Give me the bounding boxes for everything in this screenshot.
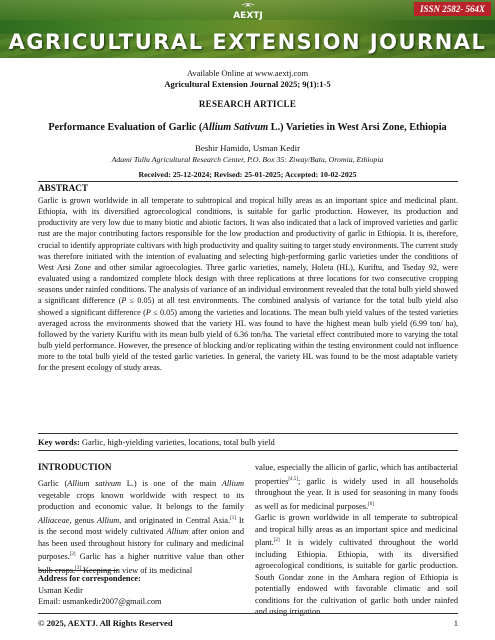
abstract-text: Garlic is grown worldwide in all temperate to subtropical and tropical hilly areas as an important spice and medicinal plant. Ethiopia, with its diversified agroecological conditions, is suitable for garlic production. However, its production and productivity are very low due to many biotic and abiotic factors. It was also indicated that a lack of improved varieties and garlic rust are the major contributing factors responsible for the low production and productivity of garlic in Ethiopia. It is, therefore, crucial to identify appropriate cultivars with high productivity and quality suiting to target study environments. The current study was therefore initiated with the intention of evaluating and selecting high-performing garlic varieties under the conditions of West Arsi Zone and other similar agroecologies. Three garlic varieties, namely, Holeta (HL), Kuriftu, and Tseday 92, were evaluated using a randomized complete block design with three replications at three locations for two consecutive cropping seasons under rainfed conditions. The analysis of variance of an individual environment revealed that the total bulb yield showed a significant difference (P ≤ 0.05) at all test environments. The combined analysis of variance for the total bulb yield also showed a significant difference (P ≤ 0.05) among the varieties and locations. The mean bulb yield values of the tested varieties averaged across the environments showed that the variety HL was found to have the highest mean bulb yield (6.99 ton/ ha), followed by the variety Kuriftu with its mean bulb yield of 6.36 ton/ha. The varietal effect contributed more to varying the total bulb yield performance. However, the presence of blocking and/or replicating within the testing environment could not influence more to the total bulb yield of the tested garlic varieties. In general, the variety HL was found to be the most adaptable variety for the present ecology of study areas.	[38, 196, 458, 373]
abstract-heading: ABSTRACT	[38, 183, 89, 193]
paper-title: Performance Evaluation of Garlic (Allium Sativum L.) Varieties in West Arsi Zone, Ethiopia	[48, 122, 447, 133]
available-online-line: Available Online at www.aextj.com	[186, 68, 309, 78]
submission-dates: Received: 25-12-2024; Revised: 25-01-2025; Accepted: 10-02-2025	[138, 170, 357, 179]
journal-logo	[225, 2, 271, 20]
journal-citation: Agricultural Extension Journal 2025; 9(1):1-5	[164, 79, 331, 89]
correspondence-name: Usman Kedir	[38, 585, 83, 595]
logo-text: AEXTJ	[233, 11, 263, 20]
intro-paragraph: Garlic is grown worldwide in all temperate to subtropical and tropical hilly areas as an important spice and medicinal plant.[2] It is widely cultivated throughout the world including Ethiopia. Ethiopia, with its diversified agroecological conditions, is suitable for garlic production. South Gondar zone in the Amhara region of Ethiopia is potentially endowed with favorable climatic and soil conditions for the cultivation of garlic both under rainfed and using irrigation.	[255, 512, 458, 617]
divider	[38, 181, 458, 182]
divider	[38, 450, 458, 451]
article-type: RESEARCH ARTICLE	[198, 99, 297, 109]
page-number: 1	[453, 618, 458, 628]
divider	[38, 433, 458, 434]
correspondence-label: Address for correspondence:	[38, 574, 141, 583]
affiliation: Adami Tullu Agricultural Research Center, P.O. Box 35: Ziway/Batu, Oromia, Ethiopia	[111, 155, 384, 164]
copyright: © 2025, AEXTJ. All Rights Reserved	[38, 618, 173, 628]
aextj-logo-icon	[226, 2, 270, 20]
correspondence-block	[38, 573, 162, 608]
authors: Beshir Hamido, Usman Kedir	[194, 143, 301, 153]
footer-divider	[38, 613, 458, 614]
introduction-column-left: Garlic (Allium sativum L.) is one of the main Allium vegetable crops known worldwide with respect to its production and economic value. It belongs to the family Alliaceae, genus Allium, and originated in Central Asia.[1] It is the second most widely cultivated Allium after onion and has been used throughout history for culinary and medicinal purposes.[2] Garlic has a higher nutritive value than other bulb crops.[3] Keeping in view of its medicinal	[38, 479, 245, 575]
issn-badge: ISSN 2582- 564X	[414, 2, 491, 16]
keywords: Key words: Garlic, high-yielding varieties, locations, total bulb yield	[38, 437, 275, 447]
introduction-column-right	[255, 462, 458, 618]
footnote-divider	[38, 570, 118, 571]
journal-banner	[0, 0, 495, 58]
intro-paragraph: value, especially the allicin of garlic, which has antibacterial properties[4,5]; garlic is widely used in all households throughout the year. It is used for seasoning in many foods as well as for medicinal purposes.[6]	[255, 463, 458, 511]
journal-title: AGRICULTURAL EXTENSION JOURNAL	[8, 30, 487, 54]
correspondence-email[interactable]: Email: usmankedir2007@gmail.com	[38, 597, 162, 606]
introduction-heading: INTRODUCTION	[38, 462, 112, 472]
